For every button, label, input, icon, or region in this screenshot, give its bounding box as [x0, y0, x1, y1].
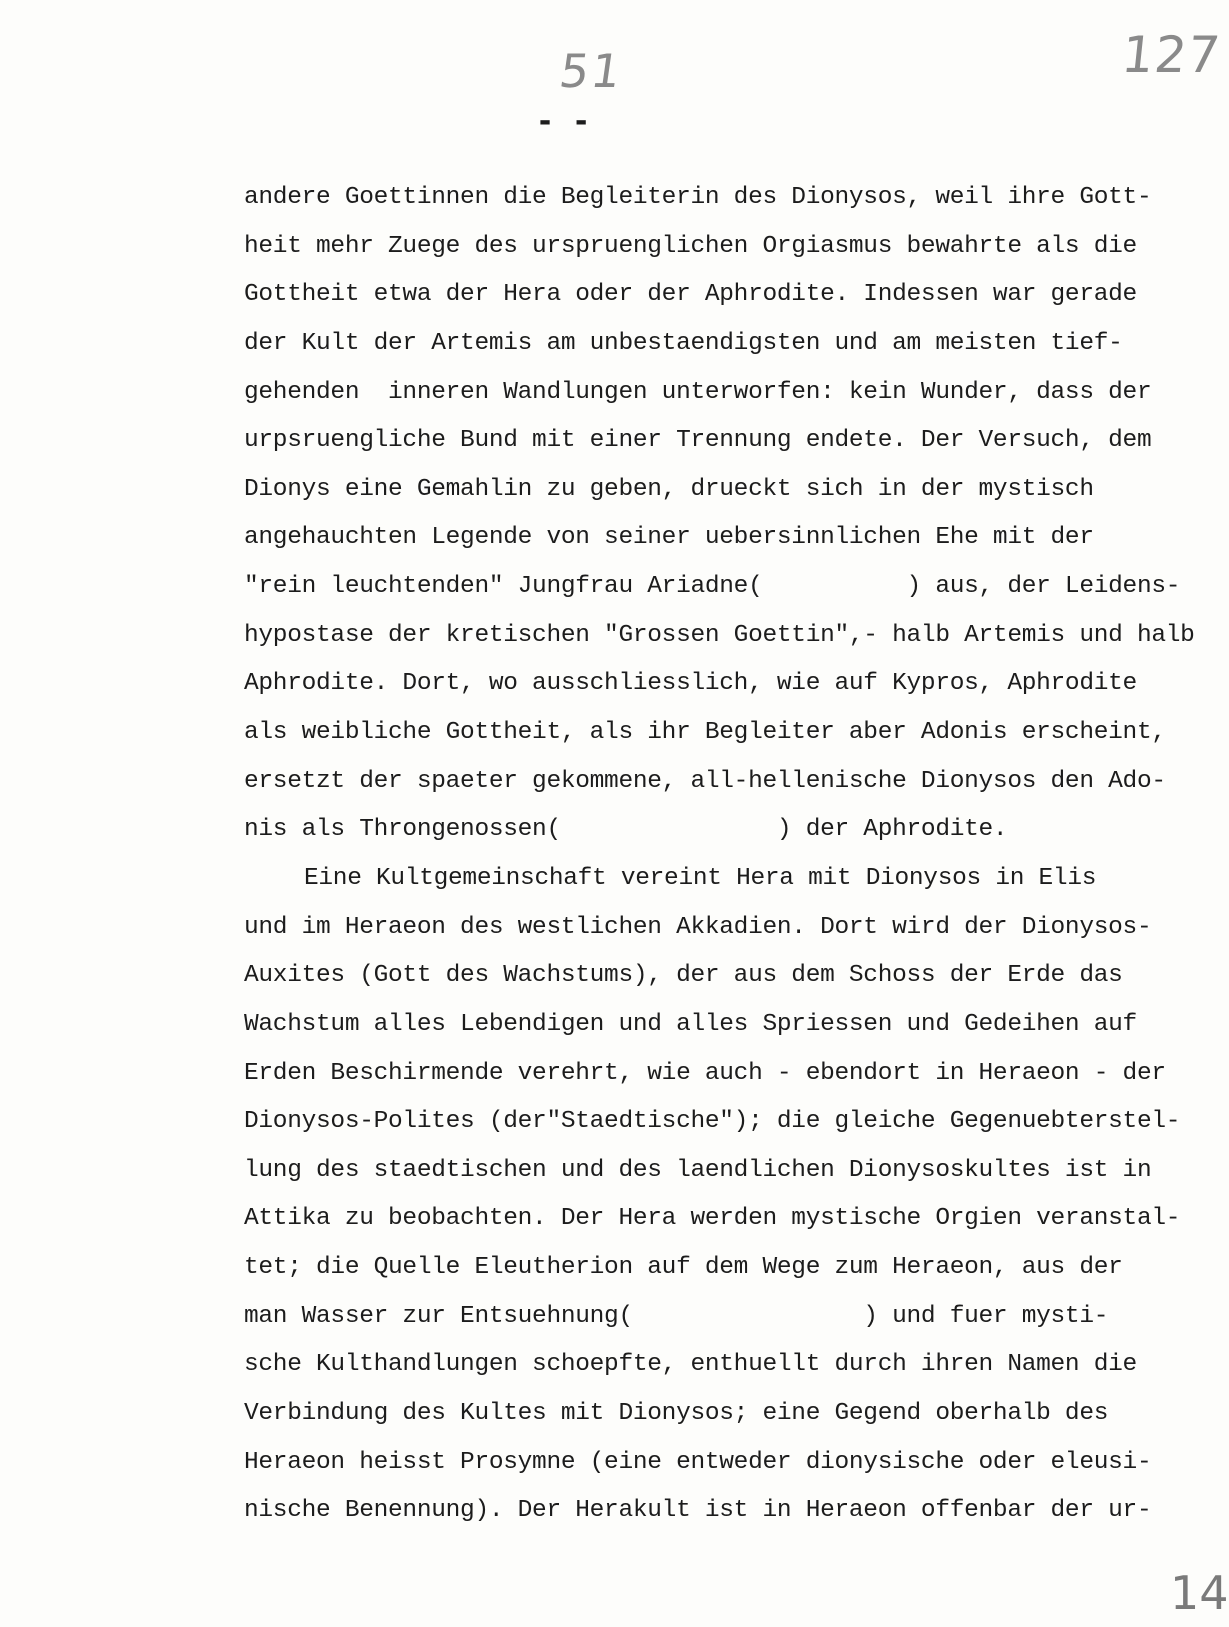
typewritten-body	[244, 174, 1216, 1536]
text-line: nis als Throngenossen( ) der Aphrodite.	[244, 816, 1008, 844]
text-line: Attika zu beobachten. Der Hera werden mystische Orgien veranstal-	[244, 1205, 1181, 1233]
text-line: der Kult der Artemis am unbestaendigsten und am meisten tief-	[244, 329, 1123, 357]
text-line: ersetzt der spaeter gekommene, all-hellenische Dionysos den Ado-	[244, 767, 1166, 795]
text-line: Wachstum alles Lebendigen und alles Spriessen und Gedeihen auf	[244, 1010, 1137, 1038]
text-line: man Wasser zur Entsuehnung( ) und fuer mysti-	[244, 1302, 1109, 1330]
text-line: als weibliche Gottheit, als ihr Begleiter aber Adonis erscheint,	[244, 719, 1166, 747]
text-line: hypostase der kretischen "Grossen Goettin",- halb Artemis und halb	[244, 621, 1195, 649]
text-line: tet; die Quelle Eleutherion auf dem Wege zum Heraeon, aus der	[244, 1254, 1123, 1282]
text-line: Verbindung des Kultes mit Dionysos; eine Gegend oberhalb des	[244, 1400, 1109, 1428]
typed-page-dashes: - -	[536, 104, 591, 139]
text-line: urpsruengliche Bund mit einer Trennung endete. Der Versuch, dem	[244, 427, 1152, 455]
pencil-page-number: 51	[556, 44, 627, 98]
text-line: und im Heraeon des westlichen Akkadien. Dort wird der Dionysos-	[244, 913, 1152, 941]
text-line: gehenden inneren Wandlungen unterworfen: kein Wunder, dass der	[244, 378, 1152, 406]
text-line: Gottheit etwa der Hera oder der Aphrodite. Indessen war gerade	[244, 281, 1137, 309]
pencil-bottom-number: 14	[1170, 1566, 1229, 1620]
text-line: nische Benennung). Der Herakult ist in Heraeon offenbar der ur-	[244, 1497, 1152, 1525]
pencil-folio-number: 127	[1118, 26, 1224, 84]
paragraph-start-line: Eine Kultgemeinschaft vereint Hera mit Dionysos in Elis	[304, 864, 1097, 892]
text-line: "rein leuchtenden" Jungfrau Ariadne( ) aus, der Leidens-	[244, 573, 1181, 601]
text-line: andere Goettinnen die Begleiterin des Dionysos, weil ihre Gott-	[244, 184, 1152, 211]
text-line: Dionys eine Gemahlin zu geben, drueckt sich in der mystisch	[244, 475, 1094, 503]
text-line: heit mehr Zuege des urspruenglichen Orgiasmus bewahrte als die	[244, 232, 1137, 260]
text-line: sche Kulthandlungen schoepfte, enthuellt durch ihren Namen die	[244, 1351, 1137, 1379]
text-line: lung des staedtischen und des laendlichen Dionysoskultes ist in	[244, 1156, 1152, 1184]
text-line: Heraeon heisst Prosymne (eine entweder dionysische oder eleusi-	[244, 1448, 1152, 1476]
text-line: Auxites (Gott des Wachstums), der aus dem Schoss der Erde das	[244, 962, 1123, 990]
text-line: Aphrodite. Dort, wo ausschliesslich, wie auf Kypros, Aphrodite	[244, 670, 1137, 698]
text-line: angehauchten Legende von seiner uebersinnlichen Ehe mit der	[244, 524, 1094, 552]
text-line: Dionysos-Polites (der"Staedtische"); die gleiche Gegenuebterstel-	[244, 1108, 1181, 1136]
text-line: Erden Beschirmende verehrt, wie auch - ebendort in Heraeon - der	[244, 1059, 1166, 1087]
